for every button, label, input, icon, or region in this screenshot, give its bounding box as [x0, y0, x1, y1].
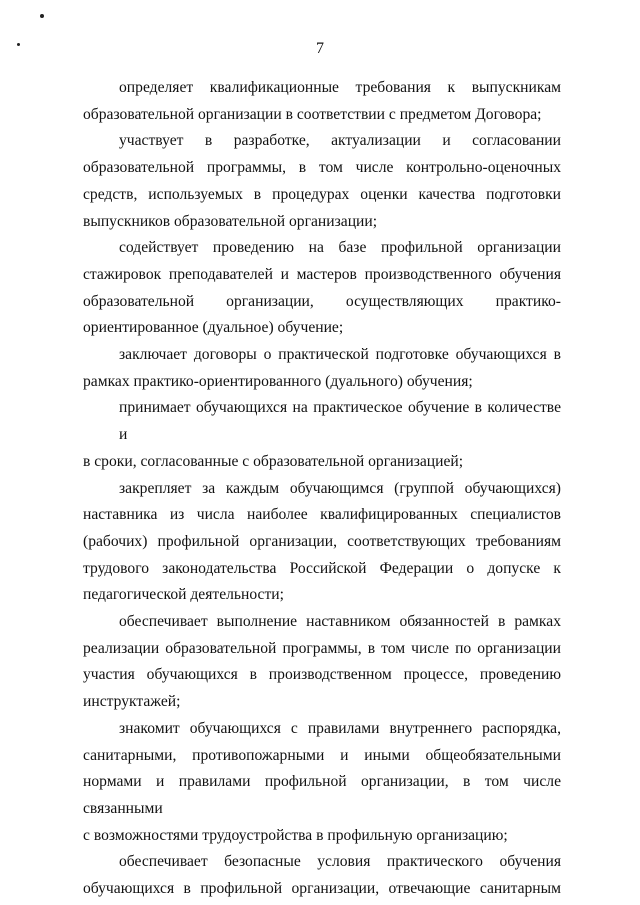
paragraph	[83, 716, 561, 850]
text-line: стажировок преподавателей и мастеров производственного обучения	[83, 265, 561, 283]
paragraph	[83, 395, 561, 475]
text-line: трудового законодательства Российской Федерации о допуске к	[83, 559, 561, 577]
scan-speck	[40, 14, 44, 18]
text-line: знакомит обучающихся с правилами внутреннего распорядка,	[119, 719, 561, 737]
text-line: обеспечивает выполнение наставником обязанностей в рамках	[119, 613, 561, 631]
paragraph	[83, 75, 561, 128]
text-line: заключает договоры о практической подготовке обучающихся в	[119, 346, 561, 364]
text-line: закрепляет за каждым обучающимся (группой обучающихся)	[119, 479, 561, 497]
text-line: (рабочих) профильной организации, соответствующих требованиям	[83, 532, 561, 550]
text-line: рамках практико-ориентированного (дуального) обучения;	[83, 372, 473, 390]
text-line: определяет квалификационные требования к выпускникам	[119, 79, 561, 96]
text-line: принимает обучающихся на практическое обучение в количестве и	[119, 399, 561, 444]
paragraph	[83, 849, 561, 902]
text-line: образовательной организации в соответствии с предметом Договора;	[83, 105, 542, 123]
text-line: выпускников образовательной организации;	[83, 212, 378, 230]
document-body	[83, 75, 561, 903]
text-line: санитарными, противопожарными и иными общеобязательными	[83, 746, 561, 764]
text-line: средств, используемых в процедурах оценки качества подготовки	[83, 185, 561, 203]
paragraph	[83, 342, 561, 395]
paragraph	[83, 609, 561, 716]
text-line: в сроки, согласованные с образовательной организацией;	[83, 452, 464, 470]
text-line: содействует проведению на базе профильной организации	[119, 239, 561, 257]
text-line: педагогической деятельности;	[83, 586, 284, 604]
text-line: с возможностями трудоустройства в профильную организацию;	[83, 826, 508, 844]
text-line: участия обучающихся в производственном процессе, проведению	[83, 666, 561, 684]
text-line: наставника из числа наиболее квалифицированных специалистов	[83, 506, 561, 524]
text-line: обучающихся в профильной организации, отвечающие санитарным	[83, 880, 561, 898]
text-line: нормами и правилами профильной организации, в том числе связанными	[83, 773, 561, 817]
text-line: обеспечивает безопасные условия практического обучения	[119, 853, 561, 871]
paragraph	[83, 235, 561, 342]
paragraph	[83, 476, 561, 610]
text-line: участвует в разработке, актуализации и согласовании	[119, 132, 561, 150]
text-line: реализации образовательной программы, в том числе по организации	[83, 639, 561, 657]
text-line: образовательной организации, осуществляющих практико-	[83, 292, 561, 310]
text-line: ориентированное (дуальное) обучение;	[83, 319, 344, 337]
text-line: инструктажей;	[83, 693, 181, 711]
paragraph	[83, 128, 561, 235]
page-number: 7	[316, 40, 324, 57]
text-line: образовательной программы, в том числе контрольно-оценочных	[83, 159, 561, 177]
